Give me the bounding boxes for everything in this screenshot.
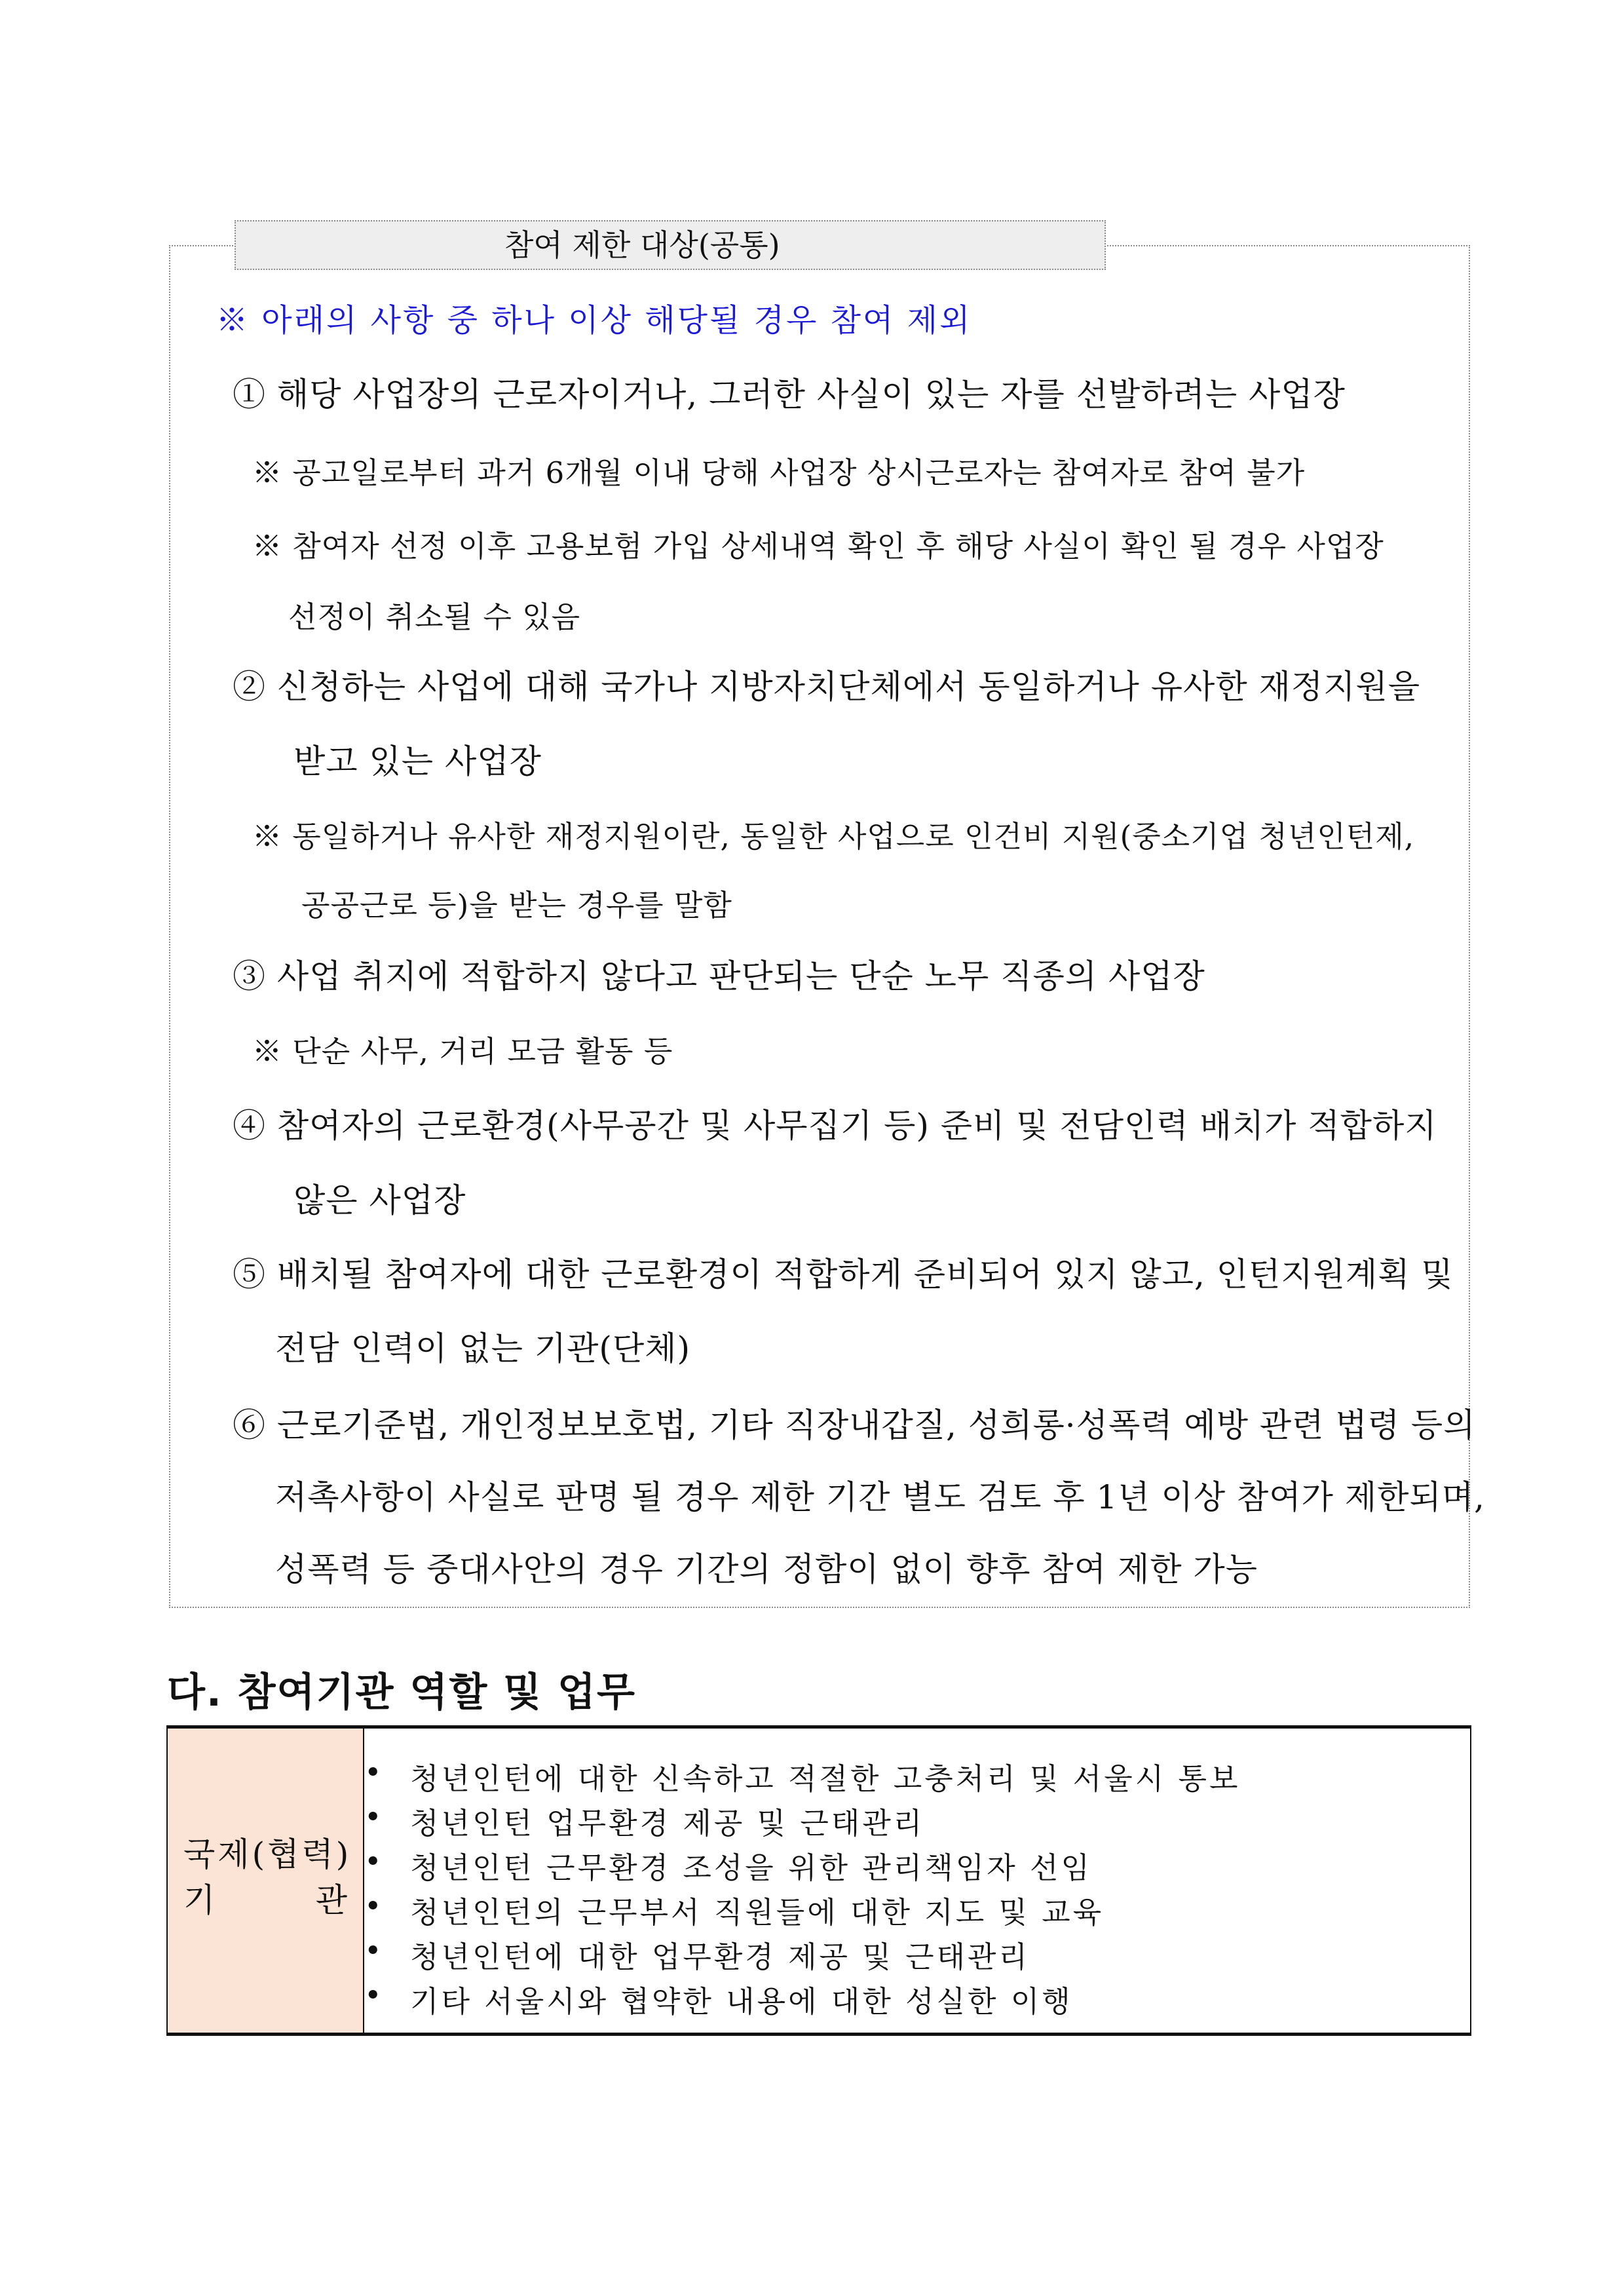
- bullet-icon: •: [364, 1844, 385, 1879]
- restriction-item: ④ 참여자의 근로환경(사무공간 및 사무집기 등) 준비 및 전담인력 배치가 적합하지: [233, 1107, 1437, 1145]
- role-label-line1: 국제(협력): [183, 1835, 352, 1873]
- restriction-item-cont: 않은 사업장: [293, 1181, 466, 1219]
- bullet-icon: •: [364, 1755, 385, 1789]
- bullet-icon: •: [364, 1978, 385, 2012]
- restriction-item-cont: 전담 인력이 없는 기관(단체): [275, 1330, 690, 1368]
- list-item: [364, 1933, 1030, 1976]
- list-item-text: 기타 서울시와 협약한 내용에 대한 성실한 이행: [410, 1984, 1073, 2019]
- list-item: [364, 1978, 1073, 2020]
- role-label-line2: [183, 1874, 350, 1921]
- restriction-item: ① 해당 사업장의 근로자이거나, 그러한 사실이 있는 자를 선발하려는 사업장: [233, 375, 1346, 413]
- restriction-item-cont: 성폭력 등 중대사안의 경우 기간의 정함이 없이 향후 참여 제한 가능: [275, 1550, 1258, 1588]
- list-item-text: 청년인턴에 대한 업무환경 제공 및 근태관리: [410, 1940, 1030, 1974]
- restriction-note: ※ 공고일로부터 과거 6개월 이내 당해 사업장 상시근로자는 참여자로 참여 불가: [252, 455, 1306, 490]
- role-table: [166, 1725, 1471, 2036]
- restriction-intro: ※ 아래의 사항 중 하나 이상 해당될 경우 참여 제외: [216, 302, 972, 339]
- list-item-text: 청년인턴 업무환경 제공 및 근태관리: [410, 1806, 925, 1841]
- restriction-item-cont: 받고 있는 사업장: [293, 742, 542, 780]
- restriction-item: ③ 사업 취지에 적합하지 않다고 판단되는 단순 노무 직종의 사업장: [233, 957, 1205, 995]
- list-item: [364, 1844, 1092, 1886]
- restriction-item: ⑤ 배치될 참여자에 대한 근로환경이 적합하게 준비되어 있지 않고, 인턴지원계획 및: [233, 1255, 1454, 1293]
- bullet-icon: •: [364, 1799, 385, 1834]
- role-label-line2-b: 관: [315, 1881, 350, 1919]
- list-item-text: 청년인턴 근무환경 조성을 위한 관리책임자 선임: [410, 1850, 1092, 1885]
- restriction-box-title: 참여 제한 대상(공통): [235, 220, 1106, 270]
- bullet-icon: •: [364, 1888, 385, 1923]
- list-item: [364, 1888, 1105, 1931]
- restriction-note: ※ 단순 사무, 거리 모금 활동 등: [252, 1034, 673, 1069]
- restriction-note: ※ 동일하거나 유사한 재정지원이란, 동일한 사업으로 인건비 지원(중소기업 청년인턴제,: [252, 819, 1415, 854]
- restriction-note-cont: 선정이 취소될 수 있음: [288, 600, 581, 634]
- list-item: [364, 1755, 1241, 1797]
- restriction-item: ⑥ 근로기준법, 개인정보보호법, 기타 직장내갑질, 성희롱·성폭력 예방 관련 법령 등의: [233, 1406, 1476, 1444]
- restriction-note: ※ 참여자 선정 이후 고용보험 가입 상세내역 확인 후 해당 사실이 확인 될 경우 사업장: [252, 529, 1384, 564]
- section-heading: 다. 참여기관 역할 및 업무: [167, 1670, 636, 1715]
- role-duty-list: [364, 1729, 1470, 2033]
- restriction-item-cont: 저촉사항이 사실로 판명 될 경우 제한 기간 별도 검토 후 1년 이상 참여가 제한되며,: [275, 1478, 1485, 1516]
- list-item: [364, 1799, 925, 1842]
- role-label-line2-a: 기: [183, 1881, 218, 1919]
- restriction-note-cont: 공공근로 등)을 받는 경우를 말함: [301, 888, 732, 923]
- list-item-text: 청년인턴에 대한 신속하고 적절한 고충처리 및 서울시 통보: [410, 1761, 1241, 1796]
- restriction-item: ② 신청하는 사업에 대해 국가나 지방자치단체에서 동일하거나 유사한 재정지원을: [233, 668, 1421, 706]
- role-table-label-cell: [168, 1729, 364, 2033]
- list-item-text: 청년인턴의 근무부서 직원들에 대한 지도 및 교육: [410, 1895, 1105, 1930]
- bullet-icon: •: [364, 1933, 385, 1968]
